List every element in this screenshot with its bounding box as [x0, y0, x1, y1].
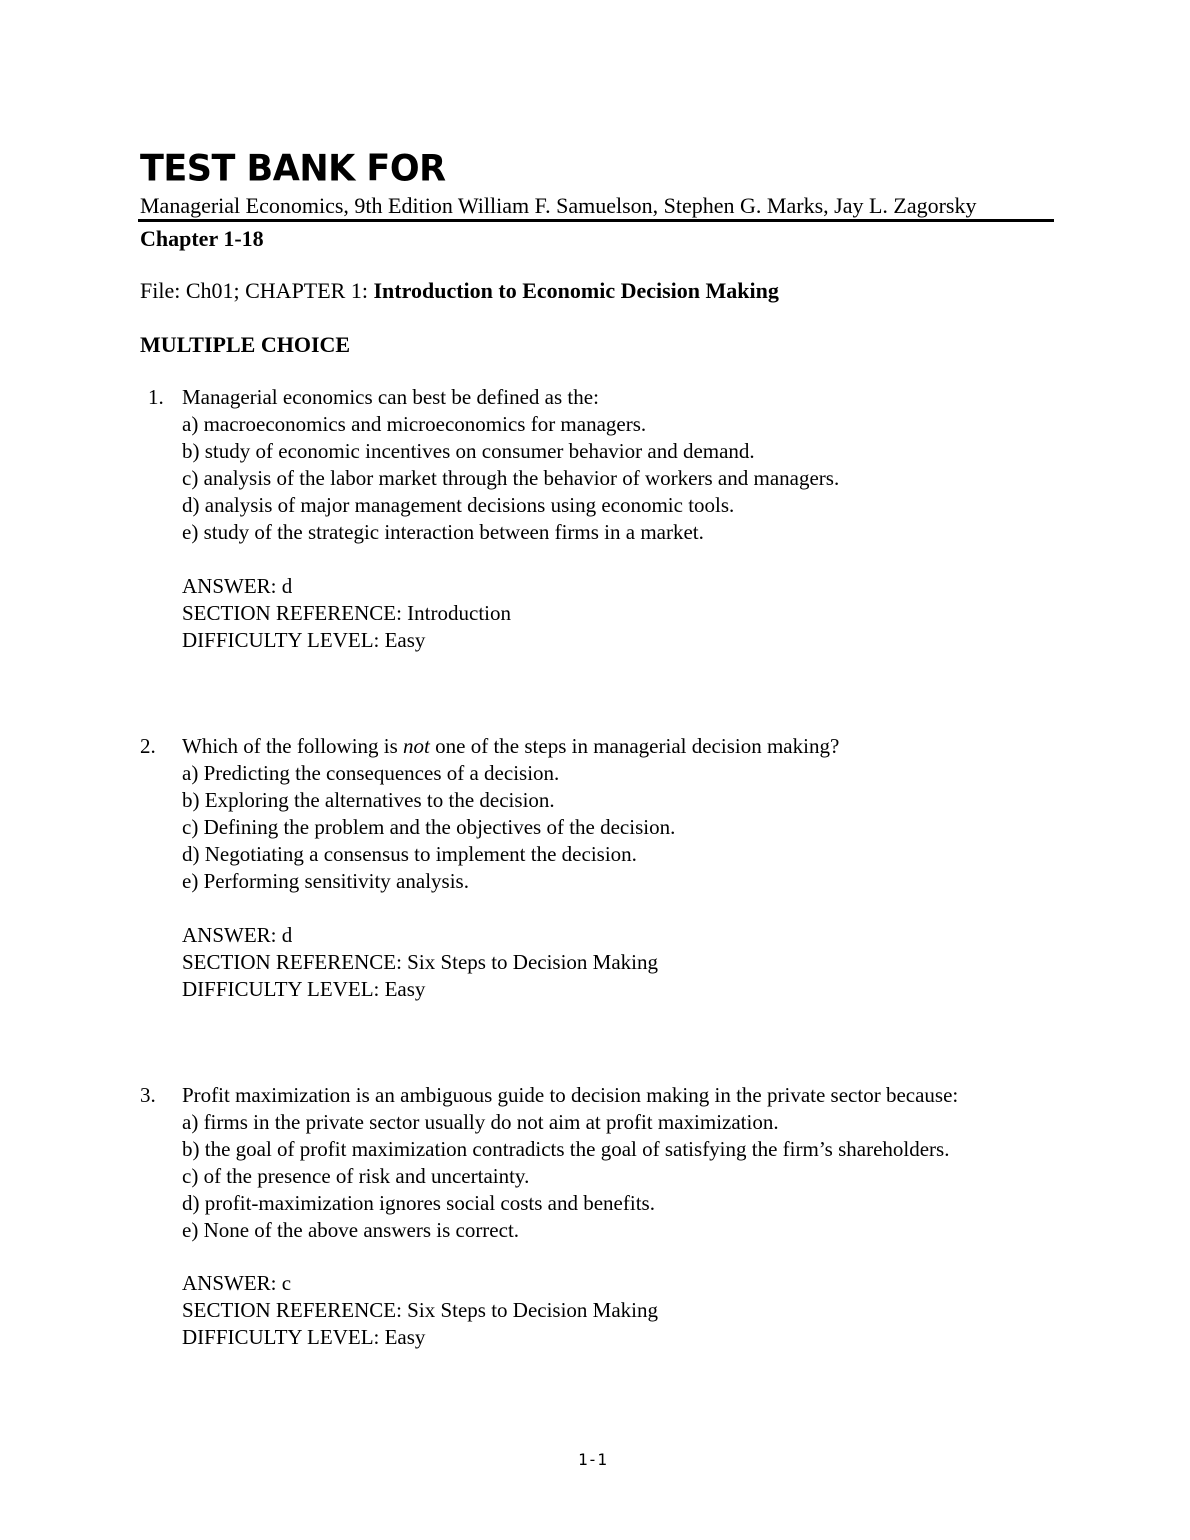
question-number: 1. — [148, 385, 164, 409]
answer-option: d) Negotiating a consensus to implement the decision. — [182, 842, 637, 866]
file-line — [140, 278, 779, 304]
answer-key: ANSWER: c — [182, 1271, 292, 1295]
answer-key: ANSWER: d — [182, 923, 293, 947]
question-stem — [182, 734, 839, 759]
question-stem: Profit maximization is an ambiguous guide to decision making in the private sector because: — [182, 1083, 959, 1107]
section-heading: MULTIPLE CHOICE — [140, 332, 351, 357]
book-subtitle: Managerial Economics, 9th Edition William F. Samuelson, Stephen G. Marks, Jay L. Zagorsky — [140, 193, 977, 218]
answer-option: d) analysis of major management decisions using economic tools. — [182, 493, 735, 517]
answer-option: c) Defining the problem and the objectives of the decision. — [182, 815, 676, 839]
question-stem: Managerial economics can best be defined as the: — [182, 385, 599, 409]
answer-option: b) study of economic incentives on consumer behavior and demand. — [182, 439, 755, 463]
page-number: 1-1 — [578, 1450, 607, 1469]
answer-option: c) of the presence of risk and uncertainty. — [182, 1164, 530, 1188]
difficulty-level: DIFFICULTY LEVEL: Easy — [182, 977, 426, 1001]
question-number: 2. — [140, 734, 156, 758]
section-reference: SECTION REFERENCE: Introduction — [182, 601, 511, 625]
question-stem-text: Which of the following is — [182, 734, 404, 758]
chapter-range: Chapter 1-18 — [140, 226, 264, 251]
difficulty-level: DIFFICULTY LEVEL: Easy — [182, 628, 426, 652]
section-reference: SECTION REFERENCE: Six Steps to Decision Making — [182, 950, 659, 974]
answer-option: a) Predicting the consequences of a decision. — [182, 761, 560, 785]
chapter-title: Introduction to Economic Decision Making — [373, 278, 779, 303]
answer-option: e) None of the above answers is correct. — [182, 1218, 520, 1242]
header-rule — [138, 219, 1054, 222]
answer-option: b) the goal of profit maximization contradicts the goal of satisfying the firm’s shareholders. — [182, 1137, 950, 1161]
answer-option: b) Exploring the alternatives to the decision. — [182, 788, 555, 812]
document-title: TEST BANK FOR — [140, 148, 446, 190]
answer-option: d) profit-maximization ignores social costs and benefits. — [182, 1191, 655, 1215]
question-stem-text: one of the steps in managerial decision making? — [429, 734, 840, 758]
answer-key: ANSWER: d — [182, 574, 293, 598]
answer-option: a) firms in the private sector usually do not aim at profit maximization. — [182, 1110, 779, 1134]
question-number: 3. — [140, 1083, 156, 1107]
section-reference: SECTION REFERENCE: Six Steps to Decision Making — [182, 1298, 659, 1322]
answer-option: a) macroeconomics and microeconomics for managers. — [182, 412, 647, 436]
answer-option: e) Performing sensitivity analysis. — [182, 869, 469, 893]
file-line-prefix: File: Ch01; CHAPTER 1: — [140, 278, 374, 303]
answer-option: e) study of the strategic interaction between firms in a market. — [182, 520, 704, 544]
answer-option: c) analysis of the labor market through the behavior of workers and managers. — [182, 466, 840, 490]
question-stem-emphasis: not — [403, 734, 430, 758]
difficulty-level: DIFFICULTY LEVEL: Easy — [182, 1325, 426, 1349]
